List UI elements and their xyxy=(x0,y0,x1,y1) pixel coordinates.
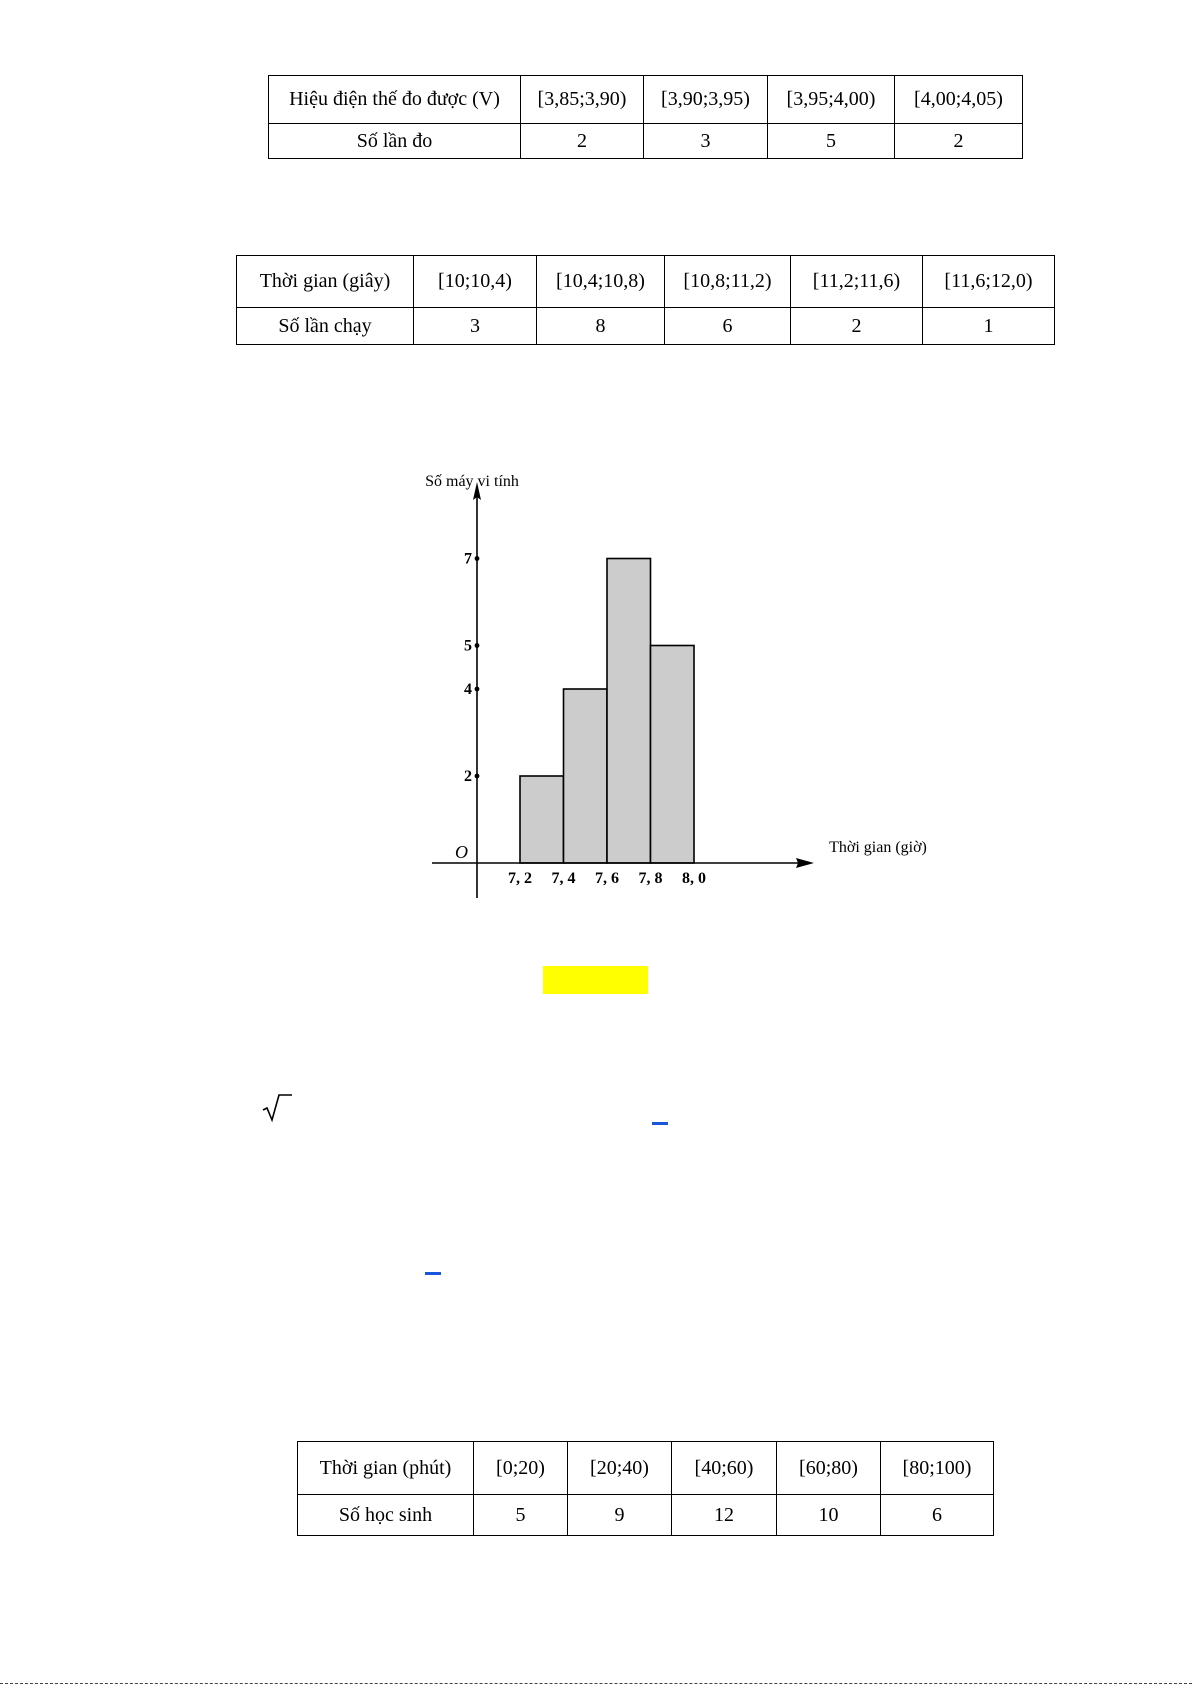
table-row xyxy=(237,256,1055,308)
square-root-icon xyxy=(262,1093,292,1123)
table-row xyxy=(269,124,1023,159)
histogram-bar xyxy=(564,689,608,863)
count-cell: 5 xyxy=(474,1495,568,1536)
highlight-mark xyxy=(543,966,648,994)
run-time-table xyxy=(236,255,1055,345)
count-cell: 2 xyxy=(895,124,1023,159)
count-cell: 6 xyxy=(881,1495,994,1536)
x-axis-label: Thời gian (giờ) xyxy=(829,839,927,856)
interval-cell: [60;80) xyxy=(777,1442,881,1495)
interval-cell: [10,8;11,2) xyxy=(665,256,791,308)
study-time-table xyxy=(297,1441,994,1536)
page-bottom-rule xyxy=(0,1683,1192,1684)
y-tick-dot xyxy=(475,556,480,561)
table-header-cell: Thời gian (giây) xyxy=(237,256,414,308)
table-row xyxy=(298,1442,994,1495)
interval-cell: [3,85;3,90) xyxy=(521,76,644,124)
x-tick-label: 7, 8 xyxy=(638,870,663,887)
y-tick-label: 5 xyxy=(464,637,472,655)
interval-cell: [4,00;4,05) xyxy=(895,76,1023,124)
count-cell: 10 xyxy=(777,1495,881,1536)
voltage-measurement-table xyxy=(268,75,1023,159)
interval-cell: [20;40) xyxy=(568,1442,672,1495)
count-cell: 2 xyxy=(791,308,923,345)
interval-cell: [80;100) xyxy=(881,1442,994,1495)
table-header-cell: Hiệu điện thế đo được (V) xyxy=(269,76,521,124)
y-tick-label: 2 xyxy=(464,768,472,785)
y-tick-label: 4 xyxy=(464,681,472,698)
interval-cell: [11,6;12,0) xyxy=(923,256,1055,308)
row-label-cell: Số lần đo xyxy=(269,124,521,159)
count-cell: 5 xyxy=(768,124,895,159)
y-axis-label: Số máy vi tính xyxy=(425,473,519,490)
histogram-bar xyxy=(520,776,564,863)
y-tick-dot xyxy=(475,774,480,779)
interval-cell: [0;20) xyxy=(474,1442,568,1495)
interval-cell: [3,90;3,95) xyxy=(644,76,768,124)
count-cell: 6 xyxy=(665,308,791,345)
count-cell: 1 xyxy=(923,308,1055,345)
count-cell: 3 xyxy=(414,308,537,345)
interval-cell: [10,4;10,8) xyxy=(537,256,665,308)
histogram-bar xyxy=(651,646,695,864)
blank-dash xyxy=(425,1272,441,1275)
table-row xyxy=(298,1495,994,1536)
interval-cell: [11,2;11,6) xyxy=(791,256,923,308)
y-tick-dot xyxy=(475,687,480,692)
blank-dash xyxy=(652,1122,668,1125)
x-tick-label: 7, 4 xyxy=(551,870,576,887)
row-label-cell: Số học sinh xyxy=(298,1495,474,1536)
table-row xyxy=(269,76,1023,124)
x-tick-label: 7, 6 xyxy=(595,870,619,887)
x-tick-label: 8, 0 xyxy=(682,870,706,887)
interval-cell: [40;60) xyxy=(672,1442,777,1495)
count-cell: 3 xyxy=(644,124,768,159)
count-cell: 8 xyxy=(537,308,665,345)
table-header-cell: Thời gian (phút) xyxy=(298,1442,474,1495)
histogram-bar xyxy=(607,559,651,864)
x-axis-arrow xyxy=(796,858,814,868)
table-row xyxy=(237,308,1055,345)
origin-label: O xyxy=(455,842,468,862)
count-cell: 2 xyxy=(521,124,644,159)
count-cell: 9 xyxy=(568,1495,672,1536)
x-tick-label: 7, 2 xyxy=(508,870,532,887)
y-tick-label: 7 xyxy=(464,550,472,568)
row-label-cell: Số lần chạy xyxy=(237,308,414,345)
interval-cell: [3,95;4,00) xyxy=(768,76,895,124)
interval-cell: [10;10,4) xyxy=(414,256,537,308)
histogram-chart xyxy=(400,460,927,910)
y-tick-dot xyxy=(475,643,480,648)
count-cell: 12 xyxy=(672,1495,777,1536)
